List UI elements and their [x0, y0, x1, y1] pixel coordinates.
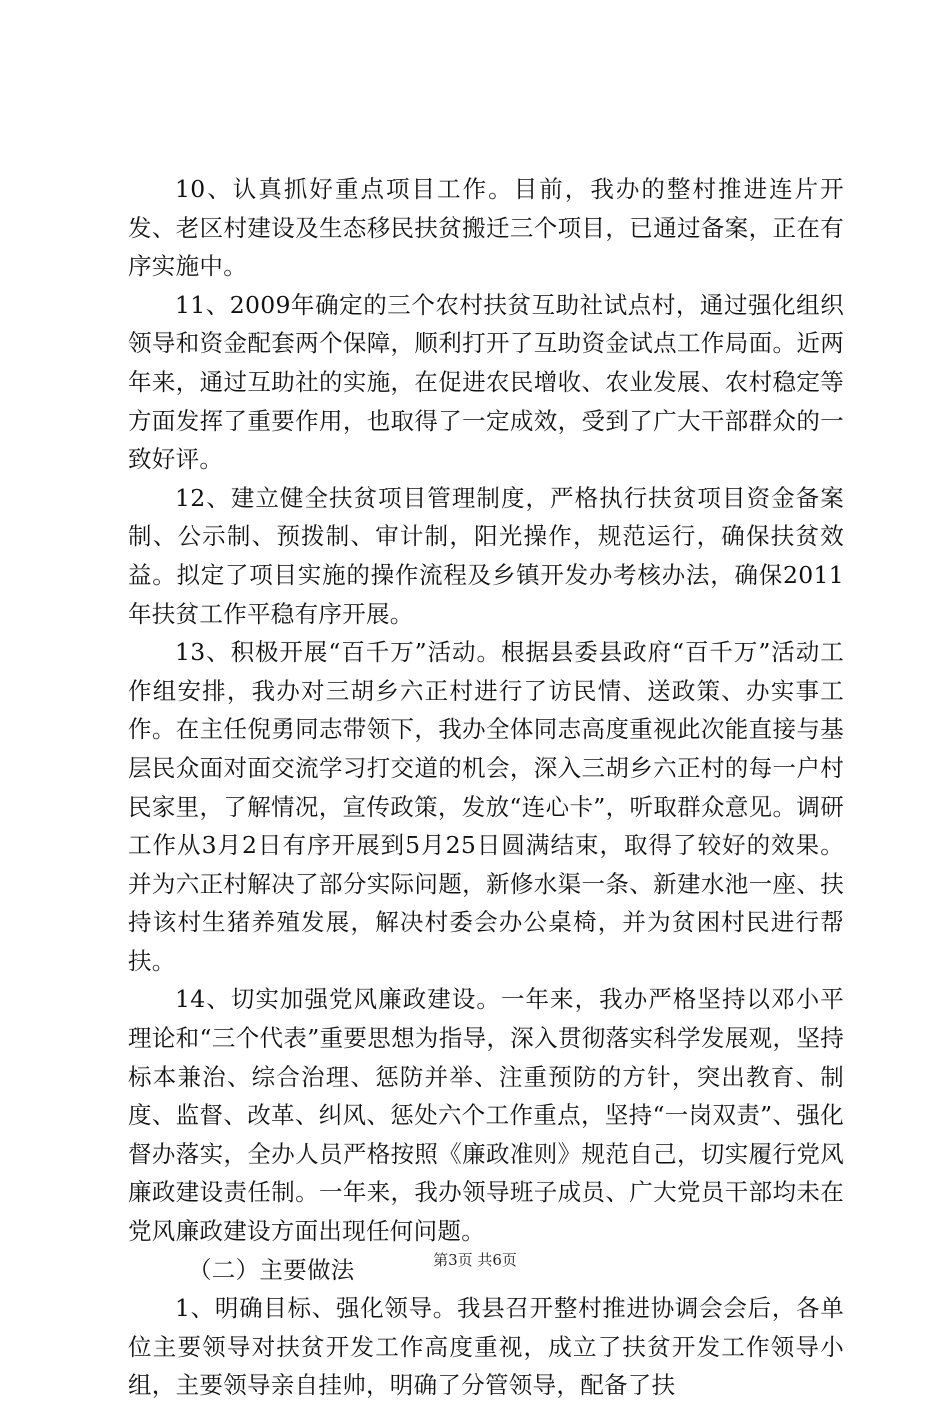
- paragraph-method-1: 1、明确目标、强化领导。我县召开整村推进协调会会后，各单位主要领导对扶贫开发工作高度重视，成立了扶贫开发工作领导小组，主要领导亲自挂帅，明确了分管领导，配备了扶: [128, 1294, 844, 1400]
- paragraph-item-12: 12、建立健全扶贫项目管理制度，严格执行扶贫项目资金备案制、公示制、预拨制、审计制，阳光操作，规范运行，确保扶贫效益。拟定了项目实施的操作流程及乡镇开发办考核办法，确保2011年扶贫工作平稳有序开展。: [128, 483, 844, 628]
- page-number-footer: 第3页 共6页: [433, 1251, 517, 1269]
- document-body: [128, 170, 844, 1405]
- section-heading: （二）主要做法: [188, 1255, 355, 1284]
- paragraph-item-13: 13、积极开展“百千万”活动。根据县委县政府“百千万”活动工作组安排，我办对三胡乡六正村进行了访民情、送政策、办实事工作。在主任倪勇同志带领下，我办全体同志高度重视此次能直接与基层民众面对面交流学习打交道的机会，深入三胡乡六正村的每一户村民家里，了解情况，宣传政策，发放“连心卡”，听取群众意见。调研工作从3月2日有序开展到5月25日圆满结束，取得了较好的效果。并为六正村解决了部分实际问题，新修水渠一条、新建水池一座、扶持该村生猪养殖发展，解决村委会办公桌椅，并为贫困村民进行帮扶。: [128, 638, 844, 975]
- paragraph-item-11: 11、2009年确定的三个农村扶贫互助社试点村，通过强化组织领导和资金配套两个保障，顺利打开了互助资金试点工作局面。近两年来，通过互助社的实施，在促进农民增收、农业发展、农村稳定等方面发挥了重要作用，也取得了一定成效，受到了广大干部群众的一致好评。: [128, 290, 844, 474]
- paragraph-item-10: 10、认真抓好重点项目工作。目前，我办的整村推进连片开发、老区村建设及生态移民扶贫搬迁三个项目，已通过备案，正在有序实施中。: [128, 175, 844, 281]
- paragraph-item-14: 14、切实加强党风廉政建设。一年来，我办严格坚持以邓小平理论和“三个代表”重要思想为指导，深入贯彻落实科学发展观，坚持标本兼治、综合治理、惩防并举、注重预防的方针，突出教育、制度、监督、改革、纠风、惩处六个工作重点，坚持“一岗双责”、强化督办落实，全办人员严格按照《廉政准则》规范自己，切实履行党风廉政建设责任制。一年来，我办领导班子成员、广大党员干部均未在党风廉政建设方面出现任何问题。: [128, 985, 844, 1246]
